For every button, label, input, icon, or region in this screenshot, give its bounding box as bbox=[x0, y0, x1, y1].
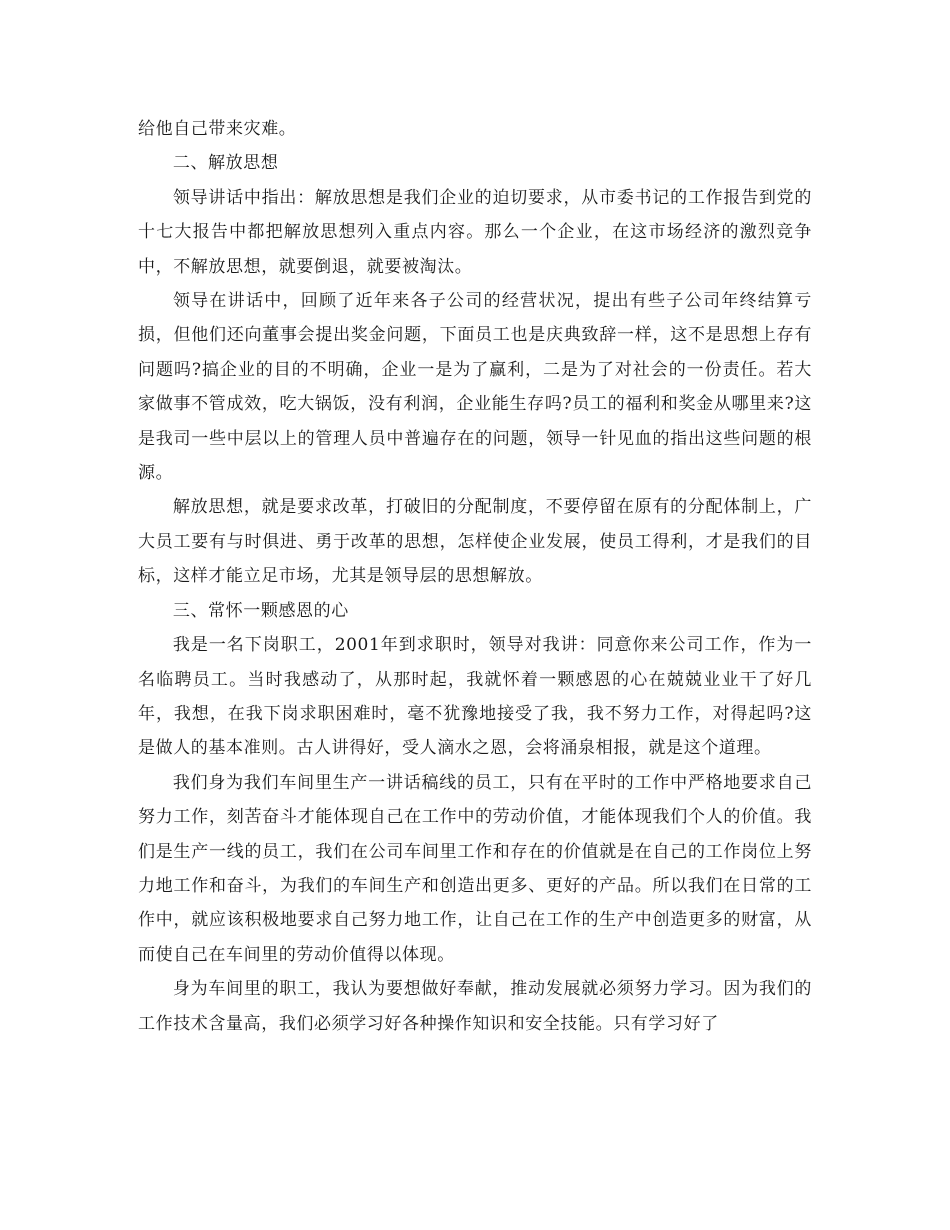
paragraph: 领导讲话中指出：解放思想是我们企业的迫切要求，从市委书记的工作报告到党的十七大报告中都把解放思想列入重点内容。那么一个企业，在这市场经济的激烈竞争中，不解放思想，就要倒退，就要被淘汰。 bbox=[138, 187, 812, 277]
paragraph: 领导在讲话中，回顾了近年来各子公司的经营状况，提出有些子公司年终结算亏损，但他们还向董事会提出奖金问题，下面员工也是庆典致辞一样，这不是思想上存有问题吗?搞企业的目的不明确，企业一是为了赢利，二是为了对社会的一份责任。若大家做事不管成效，吃大锅饭，没有利润，企业能生存吗?员工的福利和奖金从哪里来?这是我司一些中层以上的管理人员中普遍存在的问题，领导一针见血的指出这些问题的根源。 bbox=[138, 291, 812, 484]
paragraph: 我是一名下岗职工，2001年到求职时，领导对我讲：同意你来公司工作，作为一名临聘员工。当时我感动了，从那时起，我就怀着一颗感恩的心在兢兢业业干了好几年，我想，在我下岗求职困难时，毫不犹豫地接受了我，我不努力工作，对得起吗?这是做人的基本准则。古人讲得好，受人滴水之恩，会将涌泉相报，就是这个道理。 bbox=[138, 635, 812, 759]
paragraph: 我们身为我们车间里生产一讲话稿线的员工，只有在平时的工作中严格地要求自己努力工作，刻苦奋斗才能体现自己在工作中的劳动价值，才能体现我们个人的价值。我们是生产一线的员工，我们在公司车间里工作和存在的价值就是在自己的工作岗位上努力地工作和奋斗，为我们的车间生产和创造出更多、更好的产品。所以我们在日常的工作中，就应该积极地要求自己努力地工作，让自己在工作的生产中创造更多的财富，从而使自己在车间里的劳动价值得以体现。 bbox=[138, 772, 812, 965]
paragraph-continuation: 给他自己带来灾难。 bbox=[138, 119, 297, 139]
section-heading-emancipate-mind: 二、解放思想 bbox=[172, 153, 279, 174]
paragraph: 解放思想，就是要求改革，打破旧的分配制度，不要停留在原有的分配体制上，广大员工要有与时俱进、勇于改革的思想，怎样使企业发展，使员工得利，才是我们的目标，这样才能立足市场，尤其是领导层的思想解放。 bbox=[138, 497, 812, 587]
section-heading-gratitude: 三、常怀一颗感恩的心 bbox=[172, 600, 349, 621]
paragraph: 身为车间里的职工，我认为要想做好奉献，推动发展就必须努力学习。因为我们的工作技术含量高，我们必须学习好各种操作知识和安全技能。只有学习好了 bbox=[138, 979, 812, 1034]
document-page bbox=[138, 112, 812, 1041]
